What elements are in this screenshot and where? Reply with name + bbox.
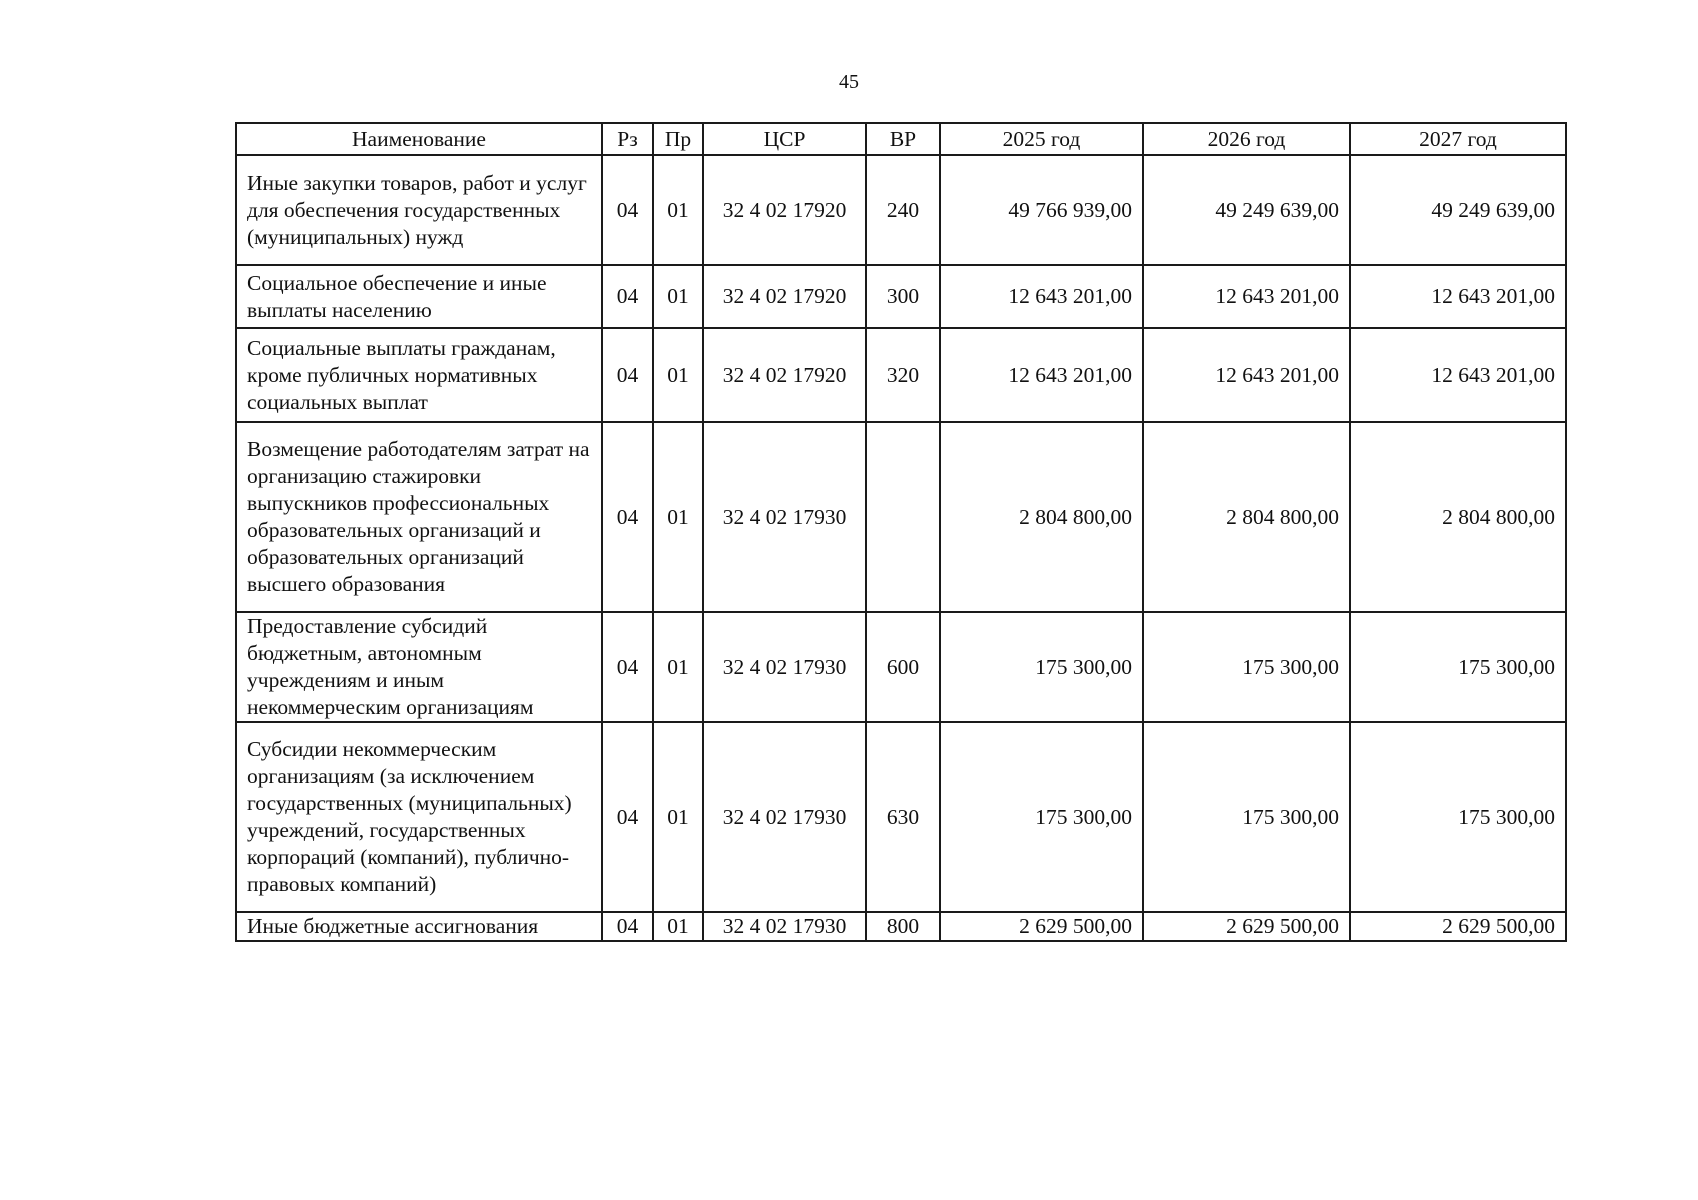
header-csr: ЦСР — [703, 123, 866, 155]
row-rz: 04 — [602, 328, 653, 422]
row-csr: 32 4 02 17930 — [703, 612, 866, 722]
table-row — [236, 422, 1566, 612]
row-2026: 12 643 201,00 — [1143, 265, 1350, 328]
row-2027: 12 643 201,00 — [1350, 328, 1566, 422]
row-2026: 49 249 639,00 — [1143, 155, 1350, 265]
row-pr: 01 — [653, 612, 703, 722]
row-name: Иные бюджетные ассигнования — [236, 912, 602, 941]
row-2025: 12 643 201,00 — [940, 328, 1143, 422]
header-2026: 2026 год — [1143, 123, 1350, 155]
row-vr: 240 — [866, 155, 940, 265]
row-rz: 04 — [602, 155, 653, 265]
header-row — [236, 123, 1566, 155]
row-2025: 49 766 939,00 — [940, 155, 1143, 265]
row-vr: 300 — [866, 265, 940, 328]
row-csr: 32 4 02 17930 — [703, 912, 866, 941]
row-2025: 12 643 201,00 — [940, 265, 1143, 328]
row-2027: 175 300,00 — [1350, 612, 1566, 722]
budget-table — [235, 122, 1567, 942]
row-rz: 04 — [602, 912, 653, 941]
header-pr: Пр — [653, 123, 703, 155]
row-pr: 01 — [653, 328, 703, 422]
row-csr: 32 4 02 17920 — [703, 328, 866, 422]
row-csr: 32 4 02 17930 — [703, 722, 866, 912]
row-vr — [866, 422, 940, 612]
table-row — [236, 612, 1566, 722]
row-csr: 32 4 02 17920 — [703, 265, 866, 328]
row-rz: 04 — [602, 722, 653, 912]
row-vr: 600 — [866, 612, 940, 722]
row-2027: 2 629 500,00 — [1350, 912, 1566, 941]
row-2026: 2 629 500,00 — [1143, 912, 1350, 941]
row-pr: 01 — [653, 265, 703, 328]
row-2027: 2 804 800,00 — [1350, 422, 1566, 612]
table-row — [236, 265, 1566, 328]
table-row — [236, 328, 1566, 422]
row-name: Предоставление субсидий бюджетным, автономным учреждениям и иным некоммерческим организациям — [236, 612, 602, 722]
header-rz: Рз — [602, 123, 653, 155]
row-pr: 01 — [653, 912, 703, 941]
row-name: Возмещение работодателям затрат на организацию стажировки выпускников профессиональных образовательных организаций и образовательных организаций высшего образования — [236, 422, 602, 612]
row-name: Субсидии некоммерческим организациям (за исключением государственных (муниципальных) учреждений, государственных корпораций (компаний), публично-правовых компаний) — [236, 722, 602, 912]
table-row — [236, 912, 1566, 941]
row-name: Иные закупки товаров, работ и услуг для обеспечения государственных (муниципальных) нужд — [236, 155, 602, 265]
row-csr: 32 4 02 17930 — [703, 422, 866, 612]
row-vr: 800 — [866, 912, 940, 941]
row-2025: 2 629 500,00 — [940, 912, 1143, 941]
row-pr: 01 — [653, 155, 703, 265]
row-2025: 175 300,00 — [940, 722, 1143, 912]
row-2027: 49 249 639,00 — [1350, 155, 1566, 265]
page-number: 45 — [839, 71, 859, 93]
row-rz: 04 — [602, 422, 653, 612]
row-2027: 175 300,00 — [1350, 722, 1566, 912]
header-2025: 2025 год — [940, 123, 1143, 155]
row-vr: 630 — [866, 722, 940, 912]
row-2025: 2 804 800,00 — [940, 422, 1143, 612]
header-vr: ВР — [866, 123, 940, 155]
row-2027: 12 643 201,00 — [1350, 265, 1566, 328]
row-2026: 175 300,00 — [1143, 722, 1350, 912]
header-name: Наименование — [236, 123, 602, 155]
row-name: Социальное обеспечение и иные выплаты населению — [236, 265, 602, 328]
row-2026: 175 300,00 — [1143, 612, 1350, 722]
row-csr: 32 4 02 17920 — [703, 155, 866, 265]
row-rz: 04 — [602, 265, 653, 328]
header-2027: 2027 год — [1350, 123, 1566, 155]
row-2026: 12 643 201,00 — [1143, 328, 1350, 422]
row-vr: 320 — [866, 328, 940, 422]
table-row — [236, 722, 1566, 912]
row-2026: 2 804 800,00 — [1143, 422, 1350, 612]
row-rz: 04 — [602, 612, 653, 722]
row-pr: 01 — [653, 722, 703, 912]
row-2025: 175 300,00 — [940, 612, 1143, 722]
row-pr: 01 — [653, 422, 703, 612]
row-name: Социальные выплаты гражданам, кроме публичных нормативных социальных выплат — [236, 328, 602, 422]
table-row — [236, 155, 1566, 265]
